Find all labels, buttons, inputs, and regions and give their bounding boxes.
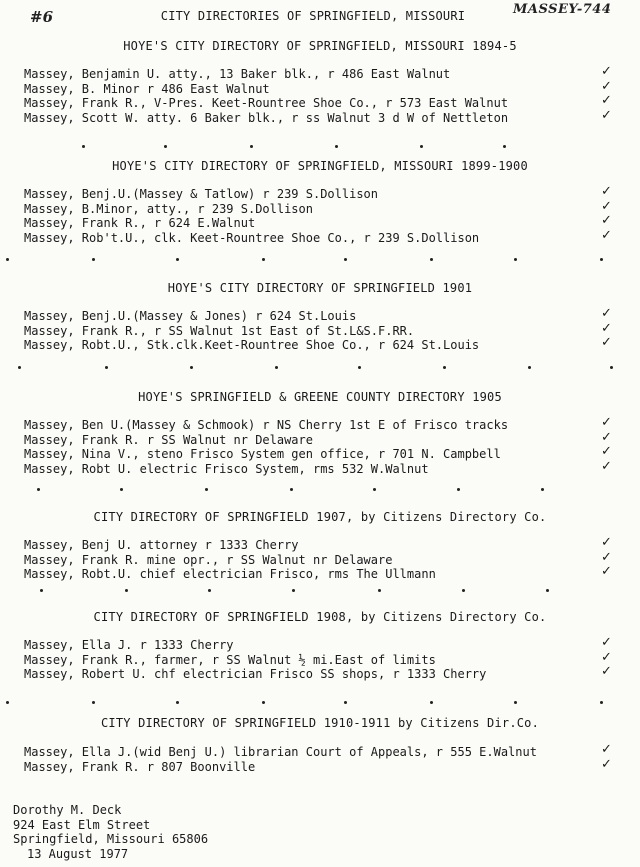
- section-entries-1905: [24, 415, 624, 476]
- check-mark-icon: ✓: [601, 93, 612, 108]
- section-title-1905: HOYE'S SPRINGFIELD & GREENE COUNTY DIRECTORY 1905: [138, 390, 502, 404]
- dot-separator: [0, 366, 640, 372]
- check-mark-icon: ✓: [601, 756, 612, 772]
- check-mark-icon: ✓: [601, 320, 612, 336]
- dot-separator: [0, 589, 640, 595]
- document-date: 13 August 1977: [27, 846, 129, 861]
- section-title-1908: CITY DIRECTORY OF SPRINGFIELD 1908, by Citizens Directory Co.: [93, 610, 547, 624]
- check-mark-icon: ✓: [601, 649, 612, 665]
- document-title: CITY DIRECTORIES OF SPRINGFIELD, MISSOURI: [160, 9, 466, 23]
- directory-entry: Massey, Frank R., V-Pres. Keet-Rountree Shoe Co., r 573 East Walnut ✓: [24, 93, 612, 110]
- check-mark-icon: ✓: [601, 535, 612, 550]
- check-mark-icon: ✓: [601, 213, 612, 228]
- check-mark-icon: ✓: [601, 635, 612, 650]
- check-mark-icon: ✓: [601, 549, 612, 565]
- directory-entry: Massey, Scott W. atty. 6 Baker blk., r ss Walnut 3 d W of Nettleton ✓: [24, 107, 612, 125]
- check-mark-icon: ✓: [601, 78, 612, 94]
- directory-entry: Massey, Frank R., farmer, r SS Walnut ½ mi.East of limits ✓: [24, 649, 612, 667]
- section-title-1901: HOYE'S CITY DIRECTORY OF SPRINGFIELD 1901: [167, 281, 473, 295]
- directory-entry: Massey, Robt U. electric Frisco System, rms 532 W.Walnut ✓: [24, 458, 612, 476]
- directory-entry: Massey, Frank R. r SS Walnut nr Delaware ✓: [24, 429, 612, 447]
- section-entries-1894: [24, 64, 624, 125]
- directory-entry: Massey, Frank R., r 624 E.Walnut ✓: [24, 213, 612, 230]
- directory-entry: Massey, Frank R. r 807 Boonville ✓: [24, 756, 612, 774]
- dot-separator: [0, 258, 640, 264]
- directory-entry: Massey, Robt.U., Stk.clk.Keet-Rountree Shoe Co., r 624 St.Louis ✓: [24, 335, 612, 352]
- directory-entry: Massey, Ella J. r 1333 Cherry ✓: [24, 635, 612, 652]
- section-title-1910: CITY DIRECTORY OF SPRINGFIELD 1910-1911 by Citizens Dir.Co.: [100, 716, 540, 730]
- check-mark-icon: ✓: [601, 415, 612, 430]
- section-title-1899: HOYE'S CITY DIRECTORY OF SPRINGFIELD, MISSOURI 1899-1900: [112, 159, 528, 173]
- directory-entry: Massey, B. Minor r 486 East Walnut ✓: [24, 78, 612, 96]
- directory-entry: Massey, Nina V., steno Frisco System gen office, r 701 N. Campbell ✓: [24, 444, 612, 461]
- check-mark-icon: ✓: [601, 742, 612, 757]
- directory-entry: Massey, Robert U. chf electrician Frisco SS shops, r 1333 Cherry ✓: [24, 664, 612, 681]
- check-mark-icon: ✓: [601, 198, 612, 214]
- check-mark-icon: ✓: [601, 444, 612, 459]
- check-mark-icon: ✓: [601, 184, 612, 199]
- directory-entry: Massey, Benjamin U. atty., 13 Baker blk., r 486 East Walnut ✓: [24, 64, 612, 81]
- dot-separator: [0, 701, 640, 707]
- check-mark-icon: ✓: [601, 664, 612, 679]
- check-mark-icon: ✓: [601, 64, 612, 79]
- check-mark-icon: ✓: [601, 335, 612, 350]
- directory-entry: Massey, Ben U.(Massey & Schmook) r NS Cherry 1st E of Frisco tracks ✓: [24, 415, 612, 432]
- directory-entry: Massey, Ella J.(wid Benj U.) librarian Court of Appeals, r 555 E.Walnut ✓: [24, 742, 612, 759]
- dot-separator: [0, 145, 640, 151]
- check-mark-icon: ✓: [601, 429, 612, 445]
- check-mark-icon: ✓: [601, 306, 612, 321]
- directory-entry: Massey, Benj.U.(Massey & Jones) r 624 St.Louis ✓: [24, 306, 612, 323]
- author-name: Dorothy M. Deck: [13, 803, 122, 817]
- section-title-1894: HOYE'S CITY DIRECTORY OF SPRINGFIELD, MISSOURI 1894-5: [123, 39, 517, 53]
- section-entries-1910: [24, 742, 624, 774]
- section-entries-1899: [24, 184, 624, 245]
- directory-entry: Massey, Frank R. mine opr., r SS Walnut nr Delaware ✓: [24, 549, 612, 567]
- directory-entry: Massey, Frank R., r SS Walnut 1st East of St.L&S.F.RR. ✓: [24, 320, 612, 338]
- directory-entry: Massey, Rob't.U., clk. Keet-Rountree Shoe Co., r 239 S.Dollison ✓: [24, 227, 612, 245]
- check-mark-icon: ✓: [601, 564, 612, 579]
- directory-entry: Massey, Robt.U. chief electrician Frisco, rms The Ullmann ✓: [24, 564, 612, 581]
- directory-entry: Massey, Benj.U.(Massey & Tatlow) r 239 S.Dollison ✓: [24, 184, 612, 201]
- handwritten-note-left: #6: [30, 8, 54, 26]
- directory-entry: Massey, B.Minor, atty., r 239 S.Dollison ✓: [24, 198, 612, 216]
- author-street: 924 East Elm Street: [13, 817, 151, 832]
- check-mark-icon: ✓: [601, 458, 612, 474]
- dot-separator: [0, 488, 640, 494]
- check-mark-icon: ✓: [601, 107, 612, 123]
- check-mark-icon: ✓: [601, 227, 612, 243]
- section-title-1907: CITY DIRECTORY OF SPRINGFIELD 1907, by Citizens Directory Co.: [93, 510, 547, 524]
- section-entries-1908: [24, 635, 624, 682]
- directory-entry: Massey, Benj U. attorney r 1333 Cherry ✓: [24, 535, 612, 552]
- author-city: Springfield, Missouri 65806: [13, 832, 209, 846]
- section-entries-1901: [24, 306, 624, 353]
- section-entries-1907: [24, 535, 624, 582]
- author-signature-block: [13, 803, 208, 861]
- handwritten-note-right: MASSEY-744: [513, 2, 612, 17]
